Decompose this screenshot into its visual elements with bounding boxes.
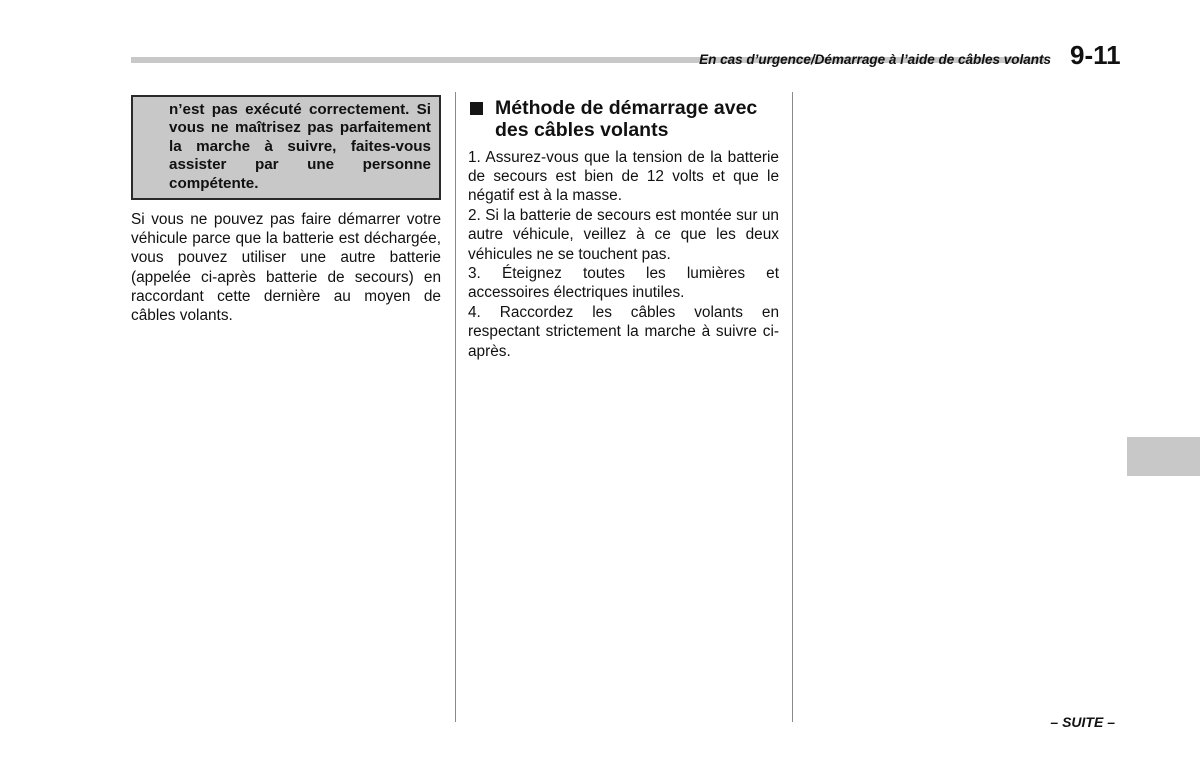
column-divider [455,92,456,722]
intro-paragraph: Si vous ne pouvez pas faire démarrer votre véhicule parce que la batterie est déchargée, vous pouvez utiliser une autre batterie (appelée ci-après batterie de secours) en raccordant cette dernière au moyen de câbles volants. [131,211,441,325]
step-item: 1. Assurez-vous que la tension de la batterie de secours est bien de 12 volts et que le négatif est à la masse. [468,149,779,205]
chapter-thumb-tab [1127,437,1200,476]
running-header-title: En cas d’urgence/Démarrage à l’aide de câbles volants [699,52,1051,67]
warning-box [131,95,441,200]
continued-label: – SUITE – [1050,714,1115,730]
step-item: 4. Raccordez les câbles volants en respectant strictement la marche à suivre ci-après. [468,304,779,360]
page-number: 9-11 [1070,40,1121,70]
step-item: 2. Si la batterie de secours est montée sur un autre véhicule, veillez à ce que les deux véhicules ne se touchent pas. [468,207,779,263]
section-heading: Méthode de démarrage avec des câbles volants [495,97,758,141]
warning-text: n’est pas exécuté correctement. Si vous ne maîtrisez pas parfaitement la marche à suivre, faites-vous assister par une personne compétente. [169,101,431,192]
column-divider [792,92,793,722]
step-item: 3. Éteignez toutes les lumières et accessoires électriques inutiles. [468,265,779,302]
section-bullet-icon [470,102,483,115]
steps-list [468,148,779,361]
